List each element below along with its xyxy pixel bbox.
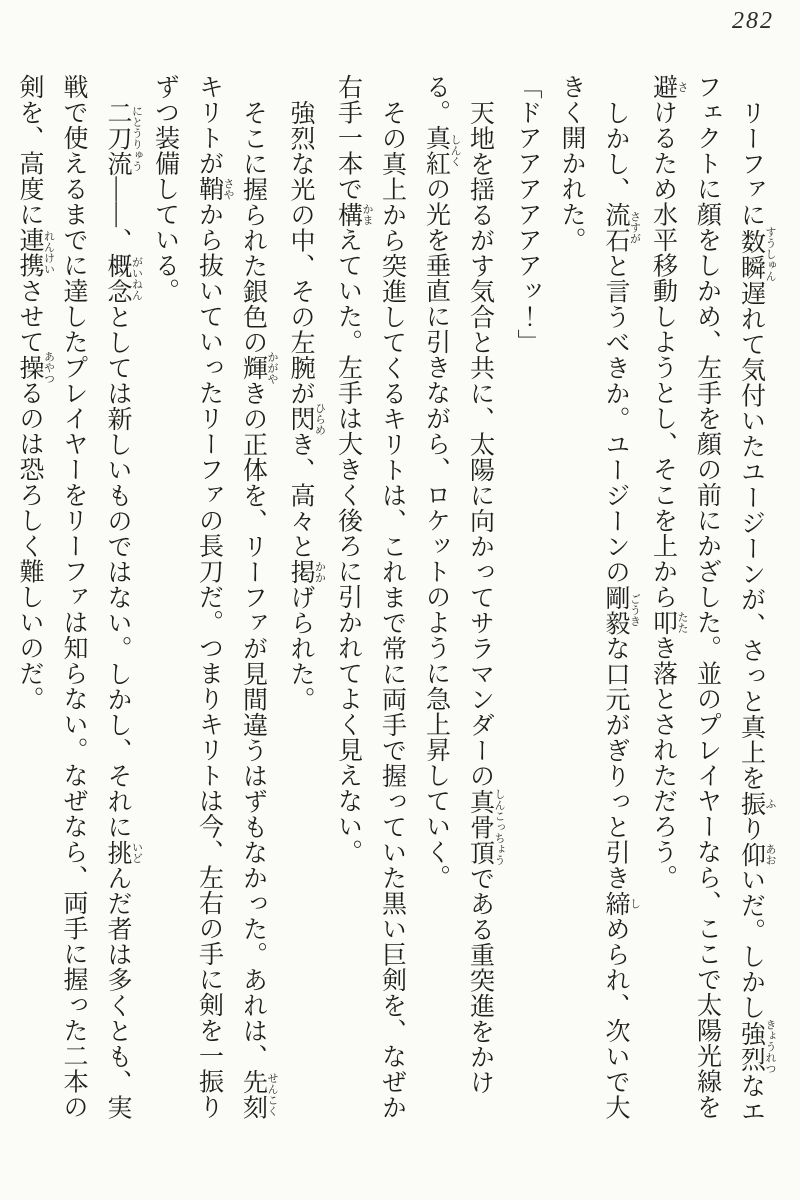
ruby-annotated-word: 仰 あお (737, 841, 776, 867)
ruby-annotated-word: 流石 さすが (602, 202, 641, 253)
ruby-annotated-word: 強烈 きょうれつ (737, 1019, 776, 1074)
ruby-annotated-word: 構 かま (334, 201, 373, 227)
ruby-annotated-word: 輝 かがや (239, 351, 278, 385)
ruby-annotated-word: 真紅 しんく (422, 125, 461, 176)
paragraph: 強烈な光の中、その左腕が閃 ひらめき、高々と掲 かかげられた。 (287, 100, 326, 712)
ruby-annotated-word: 挑 いど (104, 839, 143, 865)
page-number: 282 (732, 8, 774, 34)
ruby-annotated-word: 掲 かか (287, 559, 326, 585)
ruby-annotated-word: 振 ふ (737, 790, 776, 816)
ruby-annotated-word: 剛毅 ごうき (602, 584, 641, 636)
paragraph: 二刀流 にとうりゅう――、概念 がいねんとしては新しいものではない。しかし、それに挑 いどんだ者は多くとも、実戦で使えるまでに達したプレイヤーをリーファは知らない。なぜなら、両手に握った二本の剣を、高度に連携 れんけいさせて操 あやつるのは恐ろしく難しいのだ。 (16, 74, 143, 1120)
ruby-annotated-word: 先刻 せんこく (239, 1069, 278, 1120)
paragraph: そこに握られた銀色の輝 かがやきの正体を、リーファが見間違うはずもなかった。あれは、先刻 せんこくキリトが鞘 さやから抜いていったリーファの長刀だ。つまりキリトは今、左右の手に剣を一振りずつ装備している。 (151, 74, 278, 1120)
ruby-annotated-word: 締 し (602, 890, 641, 916)
paragraph: しかし、流石 さすがと言うべきか。ユージーンの剛毅 ごうきな口元がぎりっと引き締 しめられ、次いで大きく開かれた。 (558, 74, 641, 1120)
ruby-annotated-word: 避 さ (649, 74, 688, 100)
ruby-annotated-word: 叩 たた (649, 609, 688, 635)
ruby-annotated-word: 閃 ひらめ (287, 402, 326, 436)
ruby-annotated-word: 二刀流 にとうりゅう (104, 100, 143, 177)
paragraph: その真上から突進してくるキリトは、これまで常に両手で握っていた黒い巨剣を、なぜか右手一本で構 かまえていた。左手は大きく後ろに引かれてよく見えない。 (334, 74, 406, 1120)
paragraph: リーファに数瞬 すうしゅん遅れて気付いたユージーンが、さっと真上を振 ふり仰 あおいだ。しかし強烈 きょうれつなエフェクトに顔をしかめ、左手を顔の前にかざした。並のプレイヤーなら、ここで太陽光線を避 さけるため水平移動しようとし、そこを上から叩 たたき落とされただろう。 (649, 74, 776, 1124)
paragraph: 「ドアアアアアアッ！」 (514, 74, 541, 355)
ruby-annotated-word: 数瞬 すうしゅん (737, 226, 776, 282)
ruby-annotated-word: 概念 がいねん (104, 253, 143, 304)
ruby-annotated-word: 真骨頂 しんこっちょう (466, 788, 505, 866)
ruby-annotated-word: 鞘 さや (195, 176, 234, 202)
ruby-annotated-word: 操 あやつ (16, 350, 55, 384)
ruby-annotated-word: 連携 れんけい (16, 227, 55, 278)
text-block (7, 74, 776, 1142)
paragraph: 天地を揺るがす気合と共に、太陽に向かってサラマンダーの真骨頂 しんこっちょうである重突進をかける。真紅 しんくの光を垂直に引きながら、ロケットのように急上昇していく。 (422, 74, 505, 1095)
